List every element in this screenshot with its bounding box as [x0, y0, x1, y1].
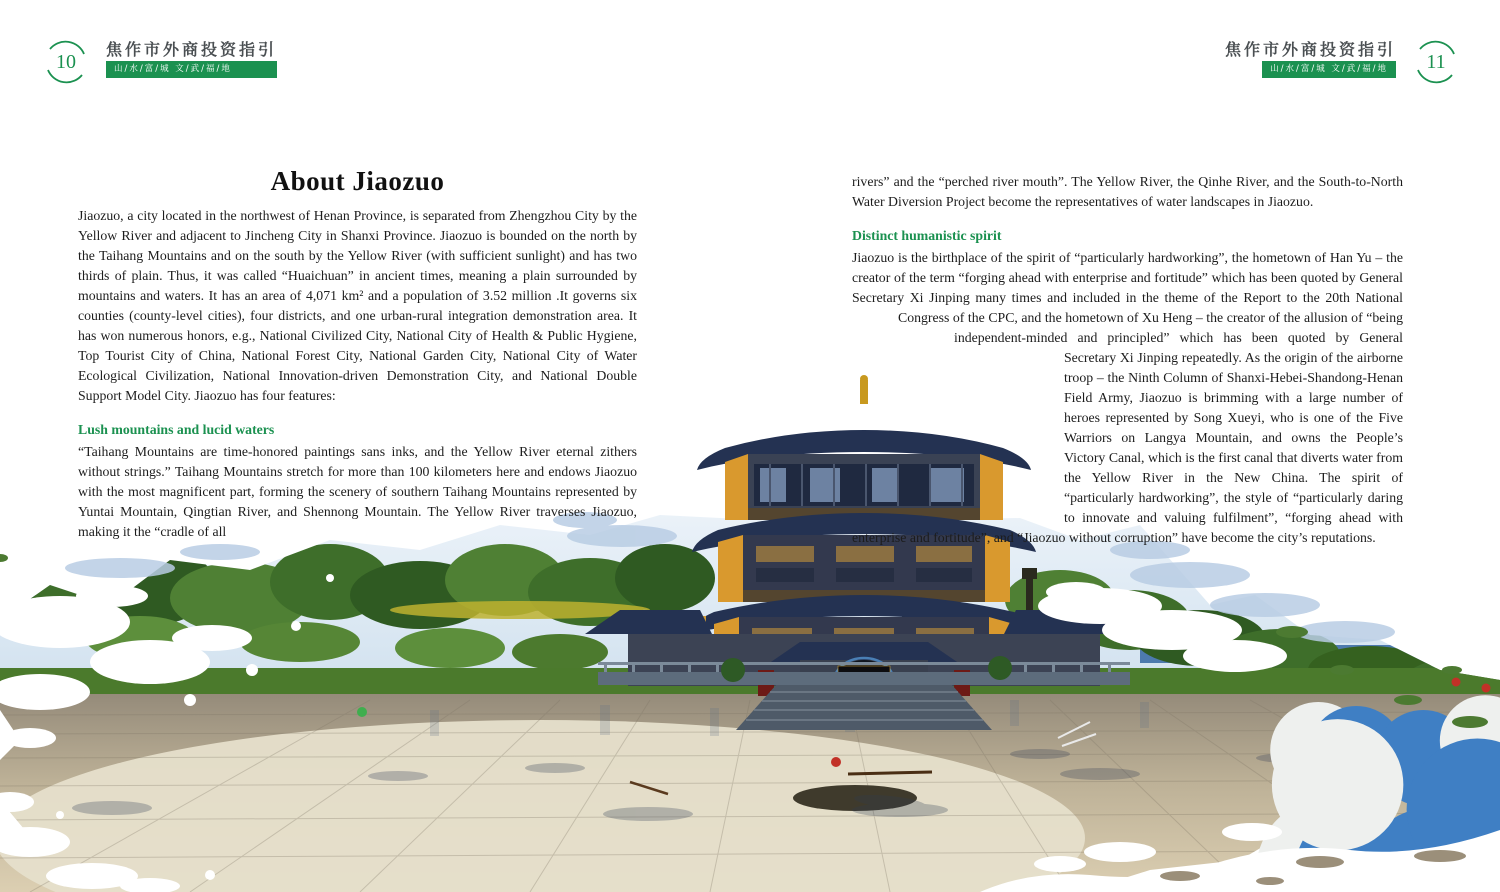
intro-continuation-paragraph: rivers” and the “perched river mouth”. The Yellow River, the Qinhe River, and the South-to-North Water Diversion Project become the representatives of water landscapes in Jiaozuo. — [852, 174, 1403, 209]
spirit-paragraph — [852, 248, 1403, 548]
pagoda-text-wrap-spacer — [852, 248, 1064, 516]
page-title: About Jiaozuo — [270, 166, 445, 197]
page-number-badge-right — [1410, 36, 1462, 88]
left-column — [78, 206, 637, 542]
page-number-badge-left — [40, 36, 92, 88]
city-slogan-cn: 山/水/富/城 文/武/福/地 — [106, 61, 277, 78]
header-left — [40, 36, 277, 88]
page-number: 10 — [56, 50, 76, 73]
section-heading-mountains: Lush mountains and lucid waters — [78, 422, 275, 437]
page-number: 11 — [1426, 50, 1446, 73]
section-heading-spirit: Distinct humanistic spirit — [852, 228, 1002, 243]
intro-paragraph: Jiaozuo, a city located in the northwest of Henan Province, is separated from Zhengzhou City by the Yellow River and adjacent to Jincheng City in Shanxi Province. Jiaozuo is bounded on the north by the Taihang Mountains and on the south by the Yellow River (with sufficient sunlight) and has two thirds of plain. Thus, it was called “Huaichuan” in ancient times, meaning a plain surrounded by mountains and waters. It has an area of 4,071 km² and a population of 3.52 million .It governs six counties (county-level cities), four districts, and one urban-rural integration demonstration area. It has won numerous honors, e.g., National Civilized City, National City of Health & Public Hygiene, Top Tourist City of China, National Forest City, National Garden City, National City of Water Ecological Civilization, National Innovation-driven Demonstration City, and National Double Support Model City. Jiaozuo has four features: — [78, 208, 637, 403]
guide-title-cn: 焦作市外商投资指引 — [1224, 40, 1396, 59]
right-column — [852, 172, 1403, 548]
city-slogan-cn: 山/水/富/城 文/武/福/地 — [1262, 61, 1396, 78]
header-right — [1225, 36, 1462, 88]
spirit-paragraph-text: Jiaozuo is the birthplace of the spirit of “particularly hardworking”, the hometown of Han Yu – the creator of the term “forging ahead with enterprise and fortitude” which has been quoted by General Secretary Xi Jinping many times and included in the theme of the Report to the 20th National Congress of the CPC, and the hometown of Xu Heng – the creator of the allusion of “being independent-minded and principled” which has been quoted by General Secretary Xi Jinping repeatedly. As the origin of the airborne troop – the Ninth Column of Shanxi-Hebei-Shandong-Henan Field Army, Jiaozuo is brimming with a large number of heroes represented by Song Xueyi, who is one of the Five Warriors on Langya Mountain, and owns the People’s Victory Canal, which is the first canal that diverts water from the Yellow River in the New China. The spirit of “particularly hardworking”, the style of “particularly daring to innovate and valuing fulfilment”, “forging ahead with enterprise and fortitude”, and “Jiaozuo without corruption” have become the city’s reputations. — [852, 250, 1403, 545]
guide-title-cn: 焦作市外商投资指引 — [106, 40, 278, 59]
mountains-paragraph: “Taihang Mountains are time-honored paintings sans inks, and the Yellow River eternal zithers without strings.” Taihang Mountains stretch for more than 100 kilometers here and endows Jiaozuo with the most magnificent part, forming the scenery of southern Taihang Mountains represented by Yuntai Mountain, Qingtian River, and Shennong Mountain. The Yellow River traverses Jiaozuo, making it the “cradle of all — [78, 444, 637, 539]
